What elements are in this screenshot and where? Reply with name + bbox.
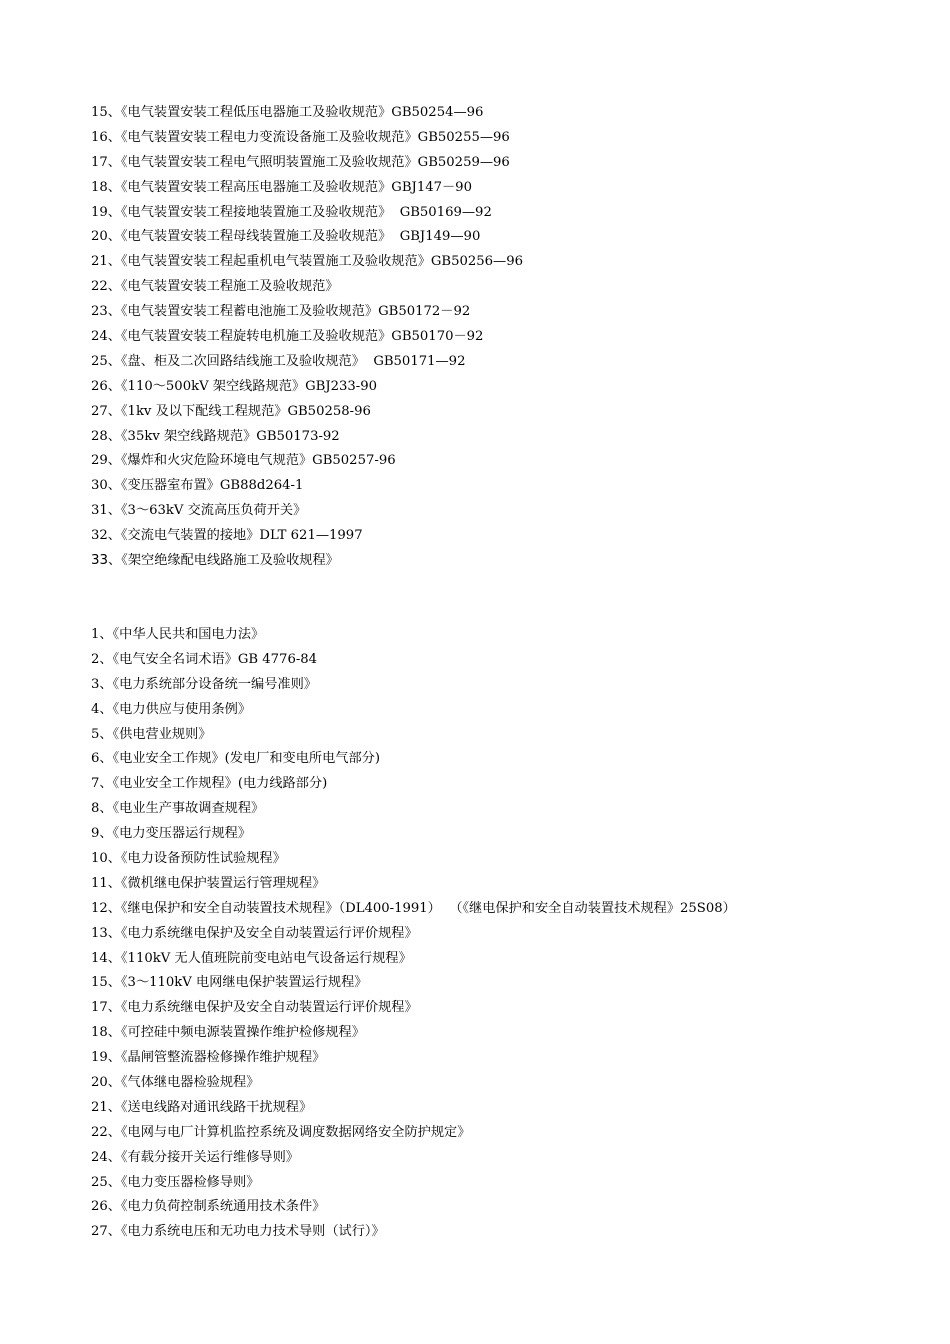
list-item: 25、《电力变压器检修导则》: [91, 1174, 260, 1190]
list-item: 21、《电气装置安装工程起重机电气装置施工及验收规范》GB50256—96: [91, 254, 524, 270]
list-item: 15、《电气装置安装工程低压电器施工及验收规范》GB50254—96: [91, 105, 484, 120]
list-item: 32、《交流电气装置的接地》DLT 621—1997: [91, 528, 363, 544]
list-item: 27、《1kv 及以下配线工程规范》GB50258-96: [91, 403, 371, 419]
list-item: 8、《电业生产事故调查规程》: [91, 801, 265, 817]
list-item: 26、《110～500kV 架空线路规范》GBJ233-90: [91, 378, 378, 394]
list-item: 20、《气体继电器检验规程》: [91, 1075, 260, 1091]
list-item: 23、《电气装置安装工程蓄电池施工及验收规范》GB50172－92: [91, 304, 471, 320]
standards-list-electrical-installation: [91, 101, 523, 574]
list-item: 19、《晶闸管整流器检修操作维护规程》: [91, 1050, 326, 1066]
list-item: 17、《电气装置安装工程电气照明装置施工及验收规范》GB50259—96: [91, 154, 510, 170]
list-item: 31、《3～63kV 交流高压负荷开关》: [91, 503, 307, 519]
list-item: 18、《电气装置安装工程高压电器施工及验收规范》GBJ147－90: [91, 179, 472, 195]
list-item: 28、《35kv 架空线路规范》GB50173-92: [91, 428, 340, 444]
list-item: 24、《电气装置安装工程旋转电机施工及验收规范》GB50170－92: [91, 329, 484, 345]
list-item: 13、《电力系统继电保护及安全自动装置运行评价规程》: [91, 925, 418, 941]
list-item: 33、《架空绝缘配电线路施工及验收规程》: [91, 553, 339, 569]
list-item: 17、《电力系统继电保护及安全自动装置运行评价规程》: [91, 1000, 418, 1016]
list-item: 9、《电力变压器运行规程》: [91, 826, 252, 842]
list-item: 27、《电力系统电压和无功电力技术导则（试行）》: [91, 1224, 385, 1240]
list-item: 3、《电力系统部分设备统一编号准则》: [91, 676, 317, 692]
list-item: 1、《中华人民共和国电力法》: [91, 627, 265, 642]
list-item: 24、《有载分接开关运行维修导则》: [91, 1149, 299, 1165]
list-item: 2、《电气安全名词术语》GB 4776-84: [91, 651, 318, 667]
list-item: 15、《3～110kV 电网继电保护装置运行规程》: [91, 975, 368, 991]
list-item: 6、《电业安全工作规》(发电厂和变电所电气部分): [91, 751, 381, 767]
list-item: 16、《电气装置安装工程电力变流设备施工及验收规范》GB50255—96: [91, 129, 510, 145]
list-item: 10、《电力设备预防性试验规程》: [91, 851, 286, 867]
list-item: 18、《可控硅中频电源装置操作维护检修规程》: [91, 1025, 365, 1041]
list-item: 19、《电气装置安装工程接地装置施工及验收规范》 GB50169—92: [91, 204, 492, 220]
list-item: 14、《110kV 无人值班院前变电站电气设备运行规程》: [91, 950, 412, 966]
list-item: 25、《盘、柜及二次回路结线施工及验收规范》 GB50171—92: [91, 353, 466, 369]
list-item: 29、《爆炸和火灾危险环境电气规范》GB50257-96: [91, 453, 396, 469]
list-item: 21、《送电线路对通讯线路干扰规程》: [91, 1099, 313, 1115]
list-item: 22、《电气装置安装工程施工及验收规范》: [91, 279, 339, 295]
list-item: 5、《供电营业规则》: [91, 726, 212, 742]
list-item: 7、《电业安全工作规程》(电力线路部分): [91, 776, 328, 792]
list-item: 11、《微机继电保护装置运行管理规程》: [91, 875, 326, 891]
list-item: 4、《电力供应与使用条例》: [91, 701, 252, 717]
list-item: 22、《电网与电厂计算机监控系统及调度数据网络安全防护规定》: [91, 1124, 471, 1140]
list-item: 26、《电力负荷控制系统通用技术条件》: [91, 1199, 326, 1215]
list-item: 12、《继电保护和安全自动装置技术规程》（DL400-1991） （《继电保护和安全自动装置技术规程》25S08）: [91, 900, 736, 916]
list-item: 20、《电气装置安装工程母线装置施工及验收规范》 GBJ149—90: [91, 229, 481, 245]
standards-list-power-operation: [91, 623, 736, 1245]
list-item: 30、《变压器室布置》GB88d264-1: [91, 478, 304, 494]
